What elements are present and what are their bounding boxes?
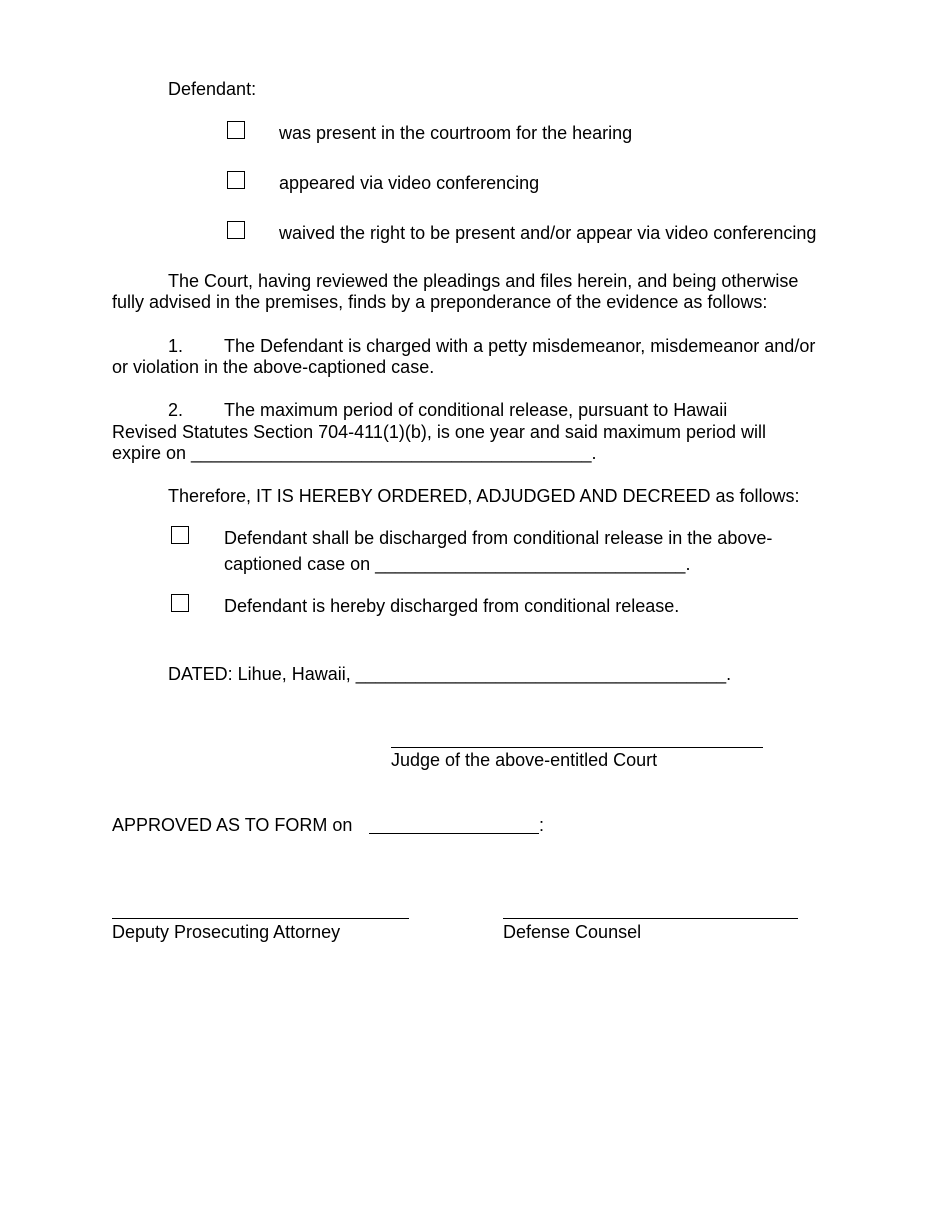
order-intro: Therefore, IT IS HEREBY ORDERED, ADJUDGED AND DECREED as follows: <box>168 486 800 506</box>
checkbox-discharge-on-date[interactable] <box>171 526 189 544</box>
option-present-in-courtroom: was present in the courtroom for the hearing <box>279 123 633 143</box>
defense-signature-line <box>503 918 798 919</box>
finding-1-number: 1. <box>168 336 184 356</box>
order-option-1-line-2: captioned case on _______________________________. <box>224 554 691 574</box>
approved-as-to-form-label: APPROVED AS TO FORM on <box>112 815 353 835</box>
defendant-label: Defendant: <box>168 79 257 99</box>
prosecutor-signature-line <box>112 918 409 919</box>
defense-label: Defense Counsel <box>503 922 642 942</box>
checkbox-present-in-courtroom[interactable] <box>227 121 245 139</box>
dated-line: DATED: Lihue, Hawaii, _____________________________________. <box>168 664 732 684</box>
finding-1-line-2: or violation in the above-captioned case. <box>112 357 435 377</box>
approved-colon: : <box>539 815 545 835</box>
judge-label: Judge of the above-entitled Court <box>391 750 658 770</box>
judge-signature-line <box>391 747 763 748</box>
checkbox-hereby-discharged[interactable] <box>171 594 189 612</box>
finding-2-line-1: The maximum period of conditional release, pursuant to Hawaii <box>224 400 728 420</box>
order-option-1-line-1: Defendant shall be discharged from conditional release in the above- <box>224 528 773 548</box>
approved-date-line <box>369 833 539 834</box>
prosecutor-label: Deputy Prosecuting Attorney <box>112 922 341 942</box>
finding-1-line-1: The Defendant is charged with a petty misdemeanor, misdemeanor and/or <box>224 336 816 356</box>
findings-intro-line-2: fully advised in the premises, finds by a preponderance of the evidence as follows: <box>112 292 768 312</box>
finding-2-line-2: Revised Statutes Section 704-411(1)(b), is one year and said maximum period will <box>112 422 766 442</box>
checkbox-video-conferencing[interactable] <box>227 171 245 189</box>
option-video-conferencing: appeared via video conferencing <box>279 173 540 193</box>
option-waived-right: waived the right to be present and/or appear via video conferencing <box>279 223 817 243</box>
findings-intro-line-1: The Court, having reviewed the pleadings and files herein, and being otherwise <box>168 271 799 291</box>
order-option-2: Defendant is hereby discharged from conditional release. <box>224 596 680 616</box>
checkbox-waived-right[interactable] <box>227 221 245 239</box>
finding-2-line-3: expire on ________________________________________. <box>112 443 597 463</box>
finding-2-number: 2. <box>168 400 184 420</box>
